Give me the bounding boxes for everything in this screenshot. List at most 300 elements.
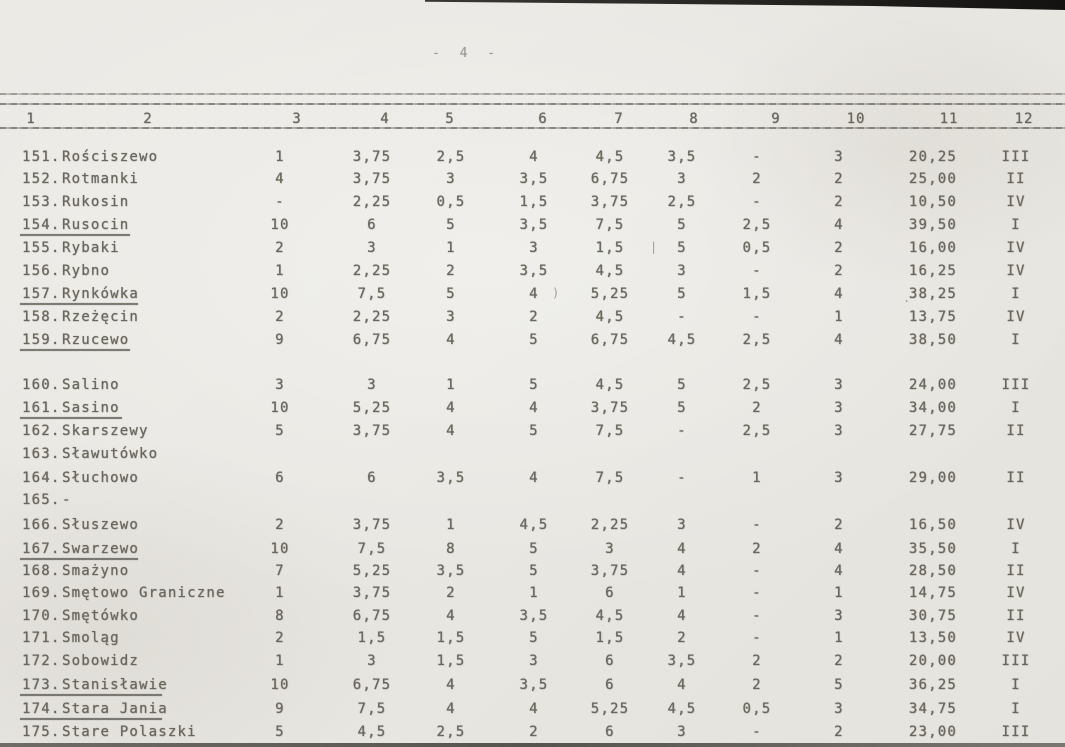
locality-name: Słuchowo bbox=[62, 470, 140, 486]
cell-col-6: 2 bbox=[529, 724, 539, 740]
cell-col-8: 4 bbox=[677, 608, 687, 624]
cell-col-7: 3,75 bbox=[590, 400, 630, 416]
cell-col-7: 5,25 bbox=[590, 701, 630, 717]
row-number: 164. bbox=[22, 470, 61, 486]
cell-col-10: 2 bbox=[834, 517, 844, 533]
cell-col-5: 1,5 bbox=[436, 630, 466, 646]
table-row bbox=[0, 263, 1065, 283]
cell-col-7: 4,5 bbox=[595, 309, 625, 325]
cell-col-3: 9 bbox=[275, 332, 285, 348]
cell-col-6: 3 bbox=[529, 653, 539, 669]
cell-col-11: 38,25 bbox=[908, 286, 958, 302]
cell-col-8: 5 bbox=[677, 217, 687, 233]
cell-col-9: 2,5 bbox=[742, 377, 772, 393]
cell-col-11: 14,75 bbox=[908, 585, 958, 601]
row-number: 163. bbox=[22, 446, 61, 462]
table-row bbox=[0, 171, 1065, 191]
locality-name: Rybno bbox=[62, 263, 111, 279]
table-row bbox=[0, 240, 1065, 260]
cell-col-9: - bbox=[752, 263, 762, 279]
row-number: 151. bbox=[22, 149, 61, 165]
cell-col-12: I bbox=[1011, 400, 1021, 416]
cell-col-5: 3 bbox=[446, 171, 456, 187]
cell-col-11: 34,00 bbox=[908, 400, 958, 416]
row-number: 161. bbox=[22, 400, 61, 416]
cell-col-10: 3 bbox=[834, 149, 844, 165]
cell-col-8: 1 bbox=[677, 585, 687, 601]
cell-col-7: 7,5 bbox=[595, 470, 625, 486]
table-row bbox=[0, 492, 1065, 512]
cell-col-4: 4,5 bbox=[357, 724, 387, 740]
cell-col-5: 4 bbox=[446, 400, 456, 416]
table-rule-top-outer bbox=[0, 93, 1065, 95]
cell-col-3: - bbox=[275, 194, 285, 210]
cell-col-6: 4 bbox=[529, 286, 539, 302]
cell-col-6: 5 bbox=[529, 541, 539, 557]
cell-col-10: 2 bbox=[834, 194, 844, 210]
cell-col-3: 1 bbox=[275, 653, 285, 669]
cell-col-8: 3 bbox=[677, 517, 687, 533]
cell-col-3: 2 bbox=[275, 309, 285, 325]
cell-col-7: 4,5 bbox=[595, 608, 625, 624]
cell-col-7: 5,25 bbox=[590, 286, 630, 302]
ink-smudge: | bbox=[650, 240, 658, 254]
cell-col-4: 2,25 bbox=[352, 194, 392, 210]
row-number: 166. bbox=[22, 517, 61, 533]
table-row bbox=[0, 470, 1065, 490]
cell-col-11: 34,75 bbox=[908, 701, 958, 717]
cell-col-8: 4 bbox=[677, 677, 687, 693]
cell-col-9: 2,5 bbox=[742, 332, 772, 348]
row-number: 174. bbox=[22, 701, 61, 717]
cell-col-7: 6 bbox=[605, 585, 615, 601]
cell-col-5: 2,5 bbox=[436, 149, 466, 165]
cell-col-5: 4 bbox=[446, 677, 456, 693]
row-number: 156. bbox=[22, 263, 61, 279]
cell-col-8: 4,5 bbox=[667, 701, 697, 717]
category-one-underline bbox=[20, 558, 138, 560]
cell-col-4: 6,75 bbox=[352, 677, 392, 693]
cell-col-6: 1 bbox=[529, 585, 539, 601]
cell-col-3: 10 bbox=[270, 677, 290, 693]
cell-col-5: 3 bbox=[446, 309, 456, 325]
column-header-4: 4 bbox=[380, 111, 390, 127]
column-header-1: 1 bbox=[26, 111, 36, 127]
column-header-8: 8 bbox=[689, 111, 699, 127]
cell-col-11: 16,00 bbox=[908, 240, 958, 256]
row-number: 154. bbox=[22, 217, 61, 233]
cell-col-3: 9 bbox=[275, 701, 285, 717]
cell-col-5: 4 bbox=[446, 701, 456, 717]
cell-col-4: 3,75 bbox=[352, 171, 392, 187]
cell-col-7: 2,25 bbox=[590, 517, 630, 533]
cell-col-10: 1 bbox=[834, 309, 844, 325]
cell-col-5: 5 bbox=[446, 286, 456, 302]
cell-col-12: IV bbox=[1006, 263, 1026, 279]
cell-col-3: 1 bbox=[275, 149, 285, 165]
locality-name: Smażyno bbox=[62, 563, 130, 579]
page-number: - 4 - bbox=[432, 46, 502, 61]
row-number: 160. bbox=[22, 377, 61, 393]
cell-col-6: 4 bbox=[529, 149, 539, 165]
cell-col-9: 1,5 bbox=[742, 286, 772, 302]
cell-col-10: 3 bbox=[834, 423, 844, 439]
cell-col-6: 5 bbox=[529, 377, 539, 393]
cell-col-3: 2 bbox=[275, 630, 285, 646]
category-one-underline bbox=[20, 417, 122, 419]
table-row bbox=[0, 701, 1065, 721]
cell-col-4: 3 bbox=[367, 377, 377, 393]
cell-col-12: II bbox=[1006, 171, 1026, 187]
cell-col-3: 4 bbox=[275, 171, 285, 187]
category-one-underline bbox=[20, 303, 138, 305]
cell-col-3: 5 bbox=[275, 724, 285, 740]
cell-col-12: IV bbox=[1006, 585, 1026, 601]
cell-col-11: 13,75 bbox=[908, 309, 958, 325]
cell-col-4: 3 bbox=[367, 653, 377, 669]
cell-col-9: 2 bbox=[752, 541, 762, 557]
cell-col-3: 2 bbox=[275, 517, 285, 533]
cell-col-9: 2,5 bbox=[742, 423, 772, 439]
cell-col-6: 5 bbox=[529, 630, 539, 646]
table-row bbox=[0, 517, 1065, 537]
table-row bbox=[0, 400, 1065, 420]
row-number: 159. bbox=[22, 332, 61, 348]
cell-col-4: 6 bbox=[367, 470, 377, 486]
cell-col-10: 2 bbox=[834, 240, 844, 256]
cell-col-9: - bbox=[752, 309, 762, 325]
cell-col-11: 16,25 bbox=[908, 263, 958, 279]
row-number: 171. bbox=[22, 630, 61, 646]
cell-col-9: 2 bbox=[752, 400, 762, 416]
cell-col-3: 5 bbox=[275, 423, 285, 439]
cell-col-12: I bbox=[1011, 217, 1021, 233]
cell-col-11: 20,00 bbox=[908, 653, 958, 669]
cell-col-7: 3 bbox=[605, 541, 615, 557]
cell-col-6: 3,5 bbox=[519, 263, 549, 279]
cell-col-12: IV bbox=[1006, 517, 1026, 533]
cell-col-6: 3,5 bbox=[519, 171, 549, 187]
cell-col-8: 4,5 bbox=[667, 332, 697, 348]
cell-col-4: 2,25 bbox=[352, 263, 392, 279]
cell-col-6: 3,5 bbox=[519, 677, 549, 693]
cell-col-5: 4 bbox=[446, 423, 456, 439]
locality-name: Stanisławie bbox=[62, 677, 168, 693]
table-row bbox=[0, 677, 1065, 697]
column-header-5: 5 bbox=[445, 111, 455, 127]
table-row bbox=[0, 446, 1065, 466]
cell-col-6: 4 bbox=[529, 400, 539, 416]
cell-col-12: IV bbox=[1006, 309, 1026, 325]
cell-col-6: 5 bbox=[529, 563, 539, 579]
locality-name: Rościszewo bbox=[62, 149, 159, 165]
row-number: 170. bbox=[22, 608, 61, 624]
cell-col-4: 2,25 bbox=[352, 309, 392, 325]
cell-col-4: 6,75 bbox=[352, 332, 392, 348]
cell-col-10: 4 bbox=[834, 563, 844, 579]
cell-col-3: 1 bbox=[275, 585, 285, 601]
cell-col-8: 3,5 bbox=[667, 653, 697, 669]
locality-name: Sobowidz bbox=[62, 653, 140, 669]
cell-col-4: 7,5 bbox=[357, 286, 387, 302]
table-rule-below-header bbox=[0, 127, 1065, 129]
cell-col-8: 3 bbox=[677, 263, 687, 279]
locality-name: Rybaki bbox=[62, 240, 120, 256]
cell-col-8: 3 bbox=[677, 724, 687, 740]
cell-col-5: 1,5 bbox=[436, 653, 466, 669]
cell-col-11: 30,75 bbox=[908, 608, 958, 624]
cell-col-10: 2 bbox=[834, 653, 844, 669]
row-number: 157. bbox=[22, 286, 61, 302]
table-row bbox=[0, 724, 1065, 744]
cell-col-12: III bbox=[1001, 377, 1031, 393]
cell-col-12: II bbox=[1006, 563, 1026, 579]
cell-col-5: 8 bbox=[446, 541, 456, 557]
table-row bbox=[0, 332, 1065, 352]
cell-col-9: 1 bbox=[752, 470, 762, 486]
cell-col-7: 3,75 bbox=[590, 563, 630, 579]
cell-col-9: - bbox=[752, 630, 762, 646]
locality-name: Skarszewy bbox=[62, 423, 149, 439]
table-row bbox=[0, 217, 1065, 237]
row-number: 152. bbox=[22, 171, 61, 187]
cell-col-12: III bbox=[1001, 149, 1031, 165]
ink-smudge: ) bbox=[552, 286, 560, 300]
cell-col-10: 4 bbox=[834, 332, 844, 348]
cell-col-11: 25,00 bbox=[908, 171, 958, 187]
locality-name: Rynkówka bbox=[62, 286, 140, 302]
locality-name: Rotmanki bbox=[62, 171, 140, 187]
table-rule-top-inner bbox=[0, 103, 1065, 105]
ink-smudge: . bbox=[903, 291, 911, 305]
table-row bbox=[0, 149, 1065, 169]
cell-col-10: 1 bbox=[834, 585, 844, 601]
cell-col-4: 3,75 bbox=[352, 585, 392, 601]
cell-col-6: 1,5 bbox=[519, 194, 549, 210]
cell-col-10: 5 bbox=[834, 677, 844, 693]
locality-name: - bbox=[62, 492, 72, 508]
cell-col-4: 3,75 bbox=[352, 517, 392, 533]
column-header-9: 9 bbox=[771, 111, 781, 127]
cell-col-12: IV bbox=[1006, 194, 1026, 210]
table-row bbox=[0, 423, 1065, 443]
cell-col-7: 3,75 bbox=[590, 194, 630, 210]
cell-col-3: 2 bbox=[275, 240, 285, 256]
locality-name: Stare Polaszki bbox=[62, 724, 197, 740]
table-row bbox=[0, 541, 1065, 561]
cell-col-3: 1 bbox=[275, 263, 285, 279]
cell-col-10: 2 bbox=[834, 171, 844, 187]
cell-col-4: 1,5 bbox=[357, 630, 387, 646]
cell-col-10: 2 bbox=[834, 263, 844, 279]
cell-col-8: 5 bbox=[677, 286, 687, 302]
cell-col-4: 5,25 bbox=[352, 563, 392, 579]
cell-col-11: 38,50 bbox=[908, 332, 958, 348]
category-one-underline bbox=[20, 349, 130, 351]
cell-col-9: 0,5 bbox=[742, 240, 772, 256]
cell-col-11: 24,00 bbox=[908, 377, 958, 393]
locality-name: Salino bbox=[62, 377, 120, 393]
row-number: 153. bbox=[22, 194, 61, 210]
cell-col-7: 6,75 bbox=[590, 171, 630, 187]
cell-col-4: 3,75 bbox=[352, 423, 392, 439]
cell-col-7: 7,5 bbox=[595, 217, 625, 233]
cell-col-8: 5 bbox=[677, 377, 687, 393]
locality-name: Rzeżęcin bbox=[62, 309, 140, 325]
cell-col-6: 3,5 bbox=[519, 217, 549, 233]
cell-col-7: 6,75 bbox=[590, 332, 630, 348]
table-row bbox=[0, 585, 1065, 605]
column-header-11: 11 bbox=[939, 111, 959, 127]
cell-col-12: IV bbox=[1006, 240, 1026, 256]
cell-col-3: 10 bbox=[270, 400, 290, 416]
cell-col-8: 5 bbox=[677, 400, 687, 416]
cell-col-12: I bbox=[1011, 701, 1021, 717]
cell-col-3: 10 bbox=[270, 217, 290, 233]
cell-col-10: 3 bbox=[834, 400, 844, 416]
cell-col-6: 4 bbox=[529, 470, 539, 486]
table-row bbox=[0, 377, 1065, 397]
cell-col-10: 4 bbox=[834, 217, 844, 233]
cell-col-12: II bbox=[1006, 608, 1026, 624]
row-number: 162. bbox=[22, 423, 61, 439]
cell-col-7: 4,5 bbox=[595, 377, 625, 393]
column-header-7: 7 bbox=[614, 111, 624, 127]
cell-col-9: 2,5 bbox=[742, 217, 772, 233]
locality-name: Słuszewo bbox=[62, 517, 140, 533]
cell-col-4: 3,75 bbox=[352, 149, 392, 165]
cell-col-9: 2 bbox=[752, 653, 762, 669]
cell-col-6: 4 bbox=[529, 701, 539, 717]
cell-col-12: IV bbox=[1006, 630, 1026, 646]
cell-col-11: 10,50 bbox=[908, 194, 958, 210]
cell-col-8: - bbox=[677, 470, 687, 486]
cell-col-12: I bbox=[1011, 332, 1021, 348]
cell-col-8: 4 bbox=[677, 563, 687, 579]
cell-col-12: II bbox=[1006, 423, 1026, 439]
cell-col-8: - bbox=[677, 309, 687, 325]
cell-col-8: 4 bbox=[677, 541, 687, 557]
cell-col-5: 2 bbox=[446, 263, 456, 279]
table-row bbox=[0, 563, 1065, 583]
category-one-underline bbox=[20, 234, 130, 236]
cell-col-5: 5 bbox=[446, 217, 456, 233]
locality-name: Smętówko bbox=[62, 608, 140, 624]
cell-col-10: 3 bbox=[834, 608, 844, 624]
locality-name: Smętowo Graniczne bbox=[62, 585, 226, 601]
cell-col-11: 23,00 bbox=[908, 724, 958, 740]
cell-col-11: 39,50 bbox=[908, 217, 958, 233]
cell-col-10: 1 bbox=[834, 630, 844, 646]
cell-col-12: III bbox=[1001, 653, 1031, 669]
cell-col-8: - bbox=[677, 423, 687, 439]
row-number: 169. bbox=[22, 585, 61, 601]
table-row bbox=[0, 653, 1065, 673]
cell-col-6: 3,5 bbox=[519, 608, 549, 624]
cell-col-8: 2 bbox=[677, 630, 687, 646]
cell-col-4: 6 bbox=[367, 217, 377, 233]
cell-col-4: 3 bbox=[367, 240, 377, 256]
cell-col-8: 5 bbox=[677, 240, 687, 256]
cell-col-6: 5 bbox=[529, 423, 539, 439]
scan-edge-artifact-top bbox=[425, 0, 1065, 10]
cell-col-5: 2,5 bbox=[436, 724, 466, 740]
cell-col-11: 28,50 bbox=[908, 563, 958, 579]
table-row bbox=[0, 194, 1065, 214]
cell-col-5: 3,5 bbox=[436, 563, 466, 579]
cell-col-7: 6 bbox=[605, 653, 615, 669]
cell-col-10: 3 bbox=[834, 377, 844, 393]
cell-col-8: 3,5 bbox=[667, 149, 697, 165]
cell-col-12: I bbox=[1011, 541, 1021, 557]
cell-col-3: 3 bbox=[275, 377, 285, 393]
cell-col-11: 29,00 bbox=[908, 470, 958, 486]
cell-col-8: 2,5 bbox=[667, 194, 697, 210]
category-one-underline bbox=[20, 694, 162, 696]
table-row bbox=[0, 630, 1065, 650]
cell-col-5: 3,5 bbox=[436, 470, 466, 486]
cell-col-12: I bbox=[1011, 286, 1021, 302]
cell-col-5: 1 bbox=[446, 377, 456, 393]
column-header-10: 10 bbox=[846, 111, 866, 127]
cell-col-7: 6 bbox=[605, 724, 615, 740]
column-header-2: 2 bbox=[143, 111, 153, 127]
category-one-underline bbox=[20, 718, 162, 720]
cell-col-11: 16,50 bbox=[908, 517, 958, 533]
row-number: 175. bbox=[22, 724, 61, 740]
row-number: 158. bbox=[22, 309, 61, 325]
cell-col-6: 3 bbox=[529, 240, 539, 256]
locality-name: Smoląg bbox=[62, 630, 120, 646]
row-number: 167. bbox=[22, 541, 61, 557]
table-row bbox=[0, 309, 1065, 329]
cell-col-9: - bbox=[752, 608, 762, 624]
row-number: 155. bbox=[22, 240, 61, 256]
row-number: 165. bbox=[22, 492, 61, 508]
locality-name: Rzucewo bbox=[62, 332, 130, 348]
cell-col-11: 20,25 bbox=[908, 149, 958, 165]
cell-col-9: 2 bbox=[752, 171, 762, 187]
cell-col-11: 13,50 bbox=[908, 630, 958, 646]
locality-name: Rusocin bbox=[62, 217, 130, 233]
cell-col-8: 3 bbox=[677, 171, 687, 187]
cell-col-3: 6 bbox=[275, 470, 285, 486]
cell-col-3: 8 bbox=[275, 608, 285, 624]
cell-col-6: 5 bbox=[529, 332, 539, 348]
cell-col-6: 2 bbox=[529, 309, 539, 325]
cell-col-3: 10 bbox=[270, 541, 290, 557]
cell-col-10: 3 bbox=[834, 701, 844, 717]
row-number: 173. bbox=[22, 677, 61, 693]
locality-name: Rukosin bbox=[62, 194, 130, 210]
cell-col-5: 2 bbox=[446, 585, 456, 601]
cell-col-9: - bbox=[752, 585, 762, 601]
cell-col-10: 4 bbox=[834, 286, 844, 302]
cell-col-4: 7,5 bbox=[357, 541, 387, 557]
cell-col-4: 7,5 bbox=[357, 701, 387, 717]
cell-col-4: 5,25 bbox=[352, 400, 392, 416]
cell-col-7: 7,5 bbox=[595, 423, 625, 439]
cell-col-9: - bbox=[752, 149, 762, 165]
cell-col-11: 27,75 bbox=[908, 423, 958, 439]
column-header-6: 6 bbox=[538, 111, 548, 127]
cell-col-5: 1 bbox=[446, 240, 456, 256]
cell-col-6: 4,5 bbox=[519, 517, 549, 533]
locality-name: Stara Jania bbox=[62, 701, 168, 717]
cell-col-7: 1,5 bbox=[595, 240, 625, 256]
cell-col-9: - bbox=[752, 517, 762, 533]
table-row bbox=[0, 608, 1065, 628]
